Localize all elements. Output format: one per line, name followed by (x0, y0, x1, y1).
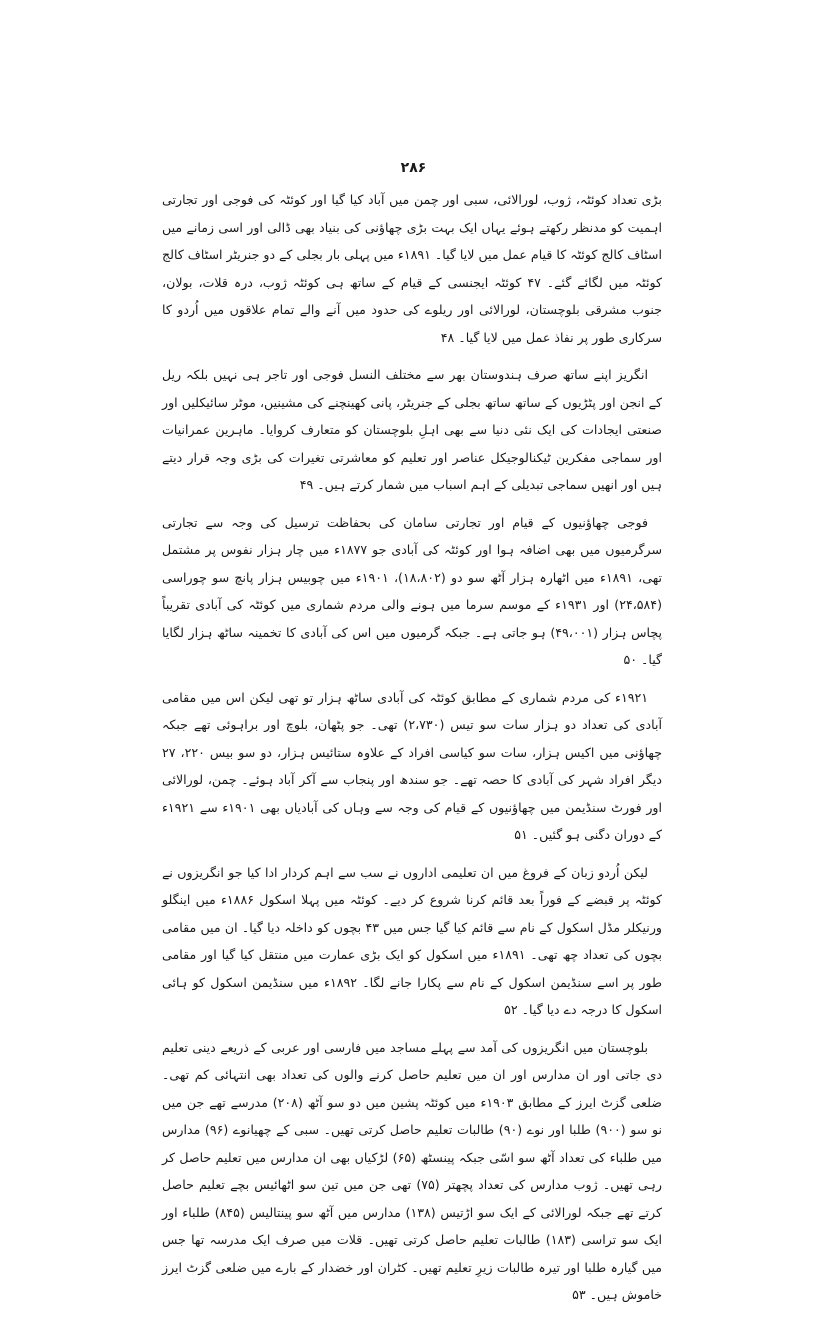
paragraph-text: ۱۹۲۱ء کی مردم شماری کے مطابق کوئٹہ کی آبادی ساٹھ ہزار تو تھی لیکن اس میں مقامی آبادی کی تعداد دو ہزار سات سو تیس (۲،۷۳۰) تھی۔ جو پٹھان، بلوچ اور براہوئی تھے جبکہ چھاؤنی میں اکیس ہزار، سات سو کیاسی افراد کے علاوہ ستائیس ہزار، دو سو بیس ۲۲۰، ۲۷ دیگر افراد شہر کی آبادی کا حصہ تھے۔ جو سندھ اور پنجاب سے آکر آباد ہوئے۔ چمن، لورالائی اور فورٹ سنڈیمن میں چھاؤنیوں کے قیام کی وجہ سے وہاں کی آبادیاں بھی ۱۹۰۱ء سے ۱۹۲۱ء کے دوران دگنی ہو گئیں۔ ۵۱ (162, 689, 662, 842)
paragraph-2 (162, 361, 662, 499)
paragraph-text: انگریز اپنے ساتھ صرف ہندوستان بھر سے مختلف النسل فوجی اور تاجر ہی نہیں بلکہ ریل کے انجن اور پٹڑیوں کے ساتھ ساتھ بجلی کے جنریٹر، پانی کھینچنے کی مشینیں، موٹر سائیکلیں اور صنعتی ایجادات کی ایک نئی دنیا سے بھی اہلِ بلوچستان کو متعارف کروایا۔ ماہرین عمرانیات اور سماجی مفکرین ٹیکنالوجیکل عناصر اور تعلیم کو معاشرتی تغیرات کی بڑی وجہ قرار دیتے ہیں اور انھیں سماجی تبدیلی کے اہم اسباب میں شمار کرتے ہیں۔ ۴۹ (162, 367, 662, 492)
body-text (162, 186, 662, 1319)
paragraph-3 (162, 509, 662, 674)
paragraph-text: فوجی چھاؤنیوں کے قیام اور تجارتی سامان کی بحفاظت ترسیل کی وجہ سے تجارتی سرگرمیوں میں بھی اضافہ ہوا اور کوئٹہ کی آبادی جو ۱۸۷۷ء میں چار ہزار نفوس پر مشتمل تھی، ۱۸۹۱ء میں اٹھارہ ہزار آٹھ سو دو (۱۸،۸۰۲)، ۱۹۰۱ء میں چوبیس ہزار پانچ سو چوراسی (۲۴،۵۸۴) اور ۱۹۳۱ء کے موسم سرما میں ہونے والی مردم شماری میں کوئٹہ کی آبادی تقریباً پچاس ہزار (۴۹،۰۰۱) ہو جاتی ہے۔ جبکہ گرمیوں میں اس کی آبادی کا تخمینہ ساٹھ ہزار لگایا گیا۔ ۵۰ (162, 514, 662, 667)
paragraph-text: بڑی تعداد کوئٹہ، ژوب، لورالائی، سبی اور چمن میں آباد کیا گیا اور کوئٹہ کی فوجی اور تجارتی اہمیت کو مدنظر رکھتے ہوئے یہاں ایک بہت بڑی چھاؤنی کی بنیاد بھی ڈالی اور اسی زمانے میں اسٹاف کالج کوئٹہ کا قیام عمل میں لایا گیا۔ ۱۸۹۱ء میں پہلی بار بجلی کے دو جنریٹر اسٹاف کالج کوئٹہ میں لگائے گئے۔ ۴۷ کوئٹہ ایجنسی کے قیام کے ساتھ ہی کوئٹہ ژوب، درہ قلات، بولان، جنوب مشرقی بلوچستان، لورالائی اور ریلوے کی حدود میں آنے والے تمام علاقوں میں اُردو کا سرکاری طور پر نفاذ عمل میں لایا گیا۔ ۴۸ (162, 192, 662, 345)
paragraph-1 (162, 186, 662, 351)
paragraph-text: لیکن اُردو زبان کے فروغ میں ان تعلیمی اداروں نے سب سے اہم کردار ادا کیا جو انگریزوں نے کوئٹہ پر قبضے کے فوراً بعد قائم کرنا شروع کر دیے۔ کوئٹہ میں پہلا اسکول ۱۸۸۶ء میں اینگلو ورنیکلر مڈل اسکول کے نام سے قائم کیا گیا جس میں ۴۳ بچوں کو داخلہ دیا گیا۔ ان میں مقامی بچوں کی تعداد چھ تھی۔ ۱۸۹۱ء میں اسکول کو ایک بڑی عمارت میں منتقل کیا گیا اور مقامی طور پر اسے سنڈیمن اسکول کے نام سے پکارا جانے لگا۔ ۱۸۹۲ء میں سنڈیمن اسکول کو ہائی اسکول کا درجہ دے دیا گیا۔ ۵۲ (162, 864, 662, 1017)
paragraph-4 (162, 684, 662, 849)
paragraph-5 (162, 859, 662, 1024)
paragraph-6 (162, 1034, 662, 1309)
paragraph-text: بلوچستان میں انگریزوں کی آمد سے پہلے مساجد میں فارسی اور عربی کے ذریعے دینی تعلیم دی جاتی اور ان مدارس اور ان میں تعلیم حاصل کرنے والوں کی تعداد بھی انتہائی کم تھی۔ ضلعی گزٹ ایرز کے مطابق ۱۹۰۳ء میں کوئٹہ پشین میں دو سو آٹھ (۲۰۸) مدرسے تھے جن میں نو سو (۹۰۰) طلبا اور نوے (۹۰) طالبات تعلیم حاصل کرتی تھیں۔ سبی کے چھیانوے (۹۶) مدارس میں طلباء کی تعداد آٹھ سو اسّی جبکہ پینسٹھ (۶۵) لڑکیاں بھی ان مدارس میں تعلیم حاصل کر رہی تھیں۔ ژوب مدارس کی تعداد پچھتر (۷۵) تھی جن میں تین سو اٹھائیس بچے تعلیم حاصل کرتے تھے جبکہ لورالائی کے ایک سو اڑتیس (۱۳۸) مدارس میں آٹھ سو پینتالیس (۸۴۵) طلباء اور ایک سو تراسی (۱۸۳) طالبات تعلیم حاصل کرتی تھیں۔ قلات میں صرف ایک مدرسہ تھا جس میں گیارہ طلبا اور تیرہ طالبات زیرِ تعلیم تھیں۔ کٹران اور خضدار کے بارے میں ضلعی گزٹ ایرز خاموش ہیں۔ ۵۳ (162, 1039, 662, 1302)
page-number: ۲۸۶ (400, 160, 427, 176)
